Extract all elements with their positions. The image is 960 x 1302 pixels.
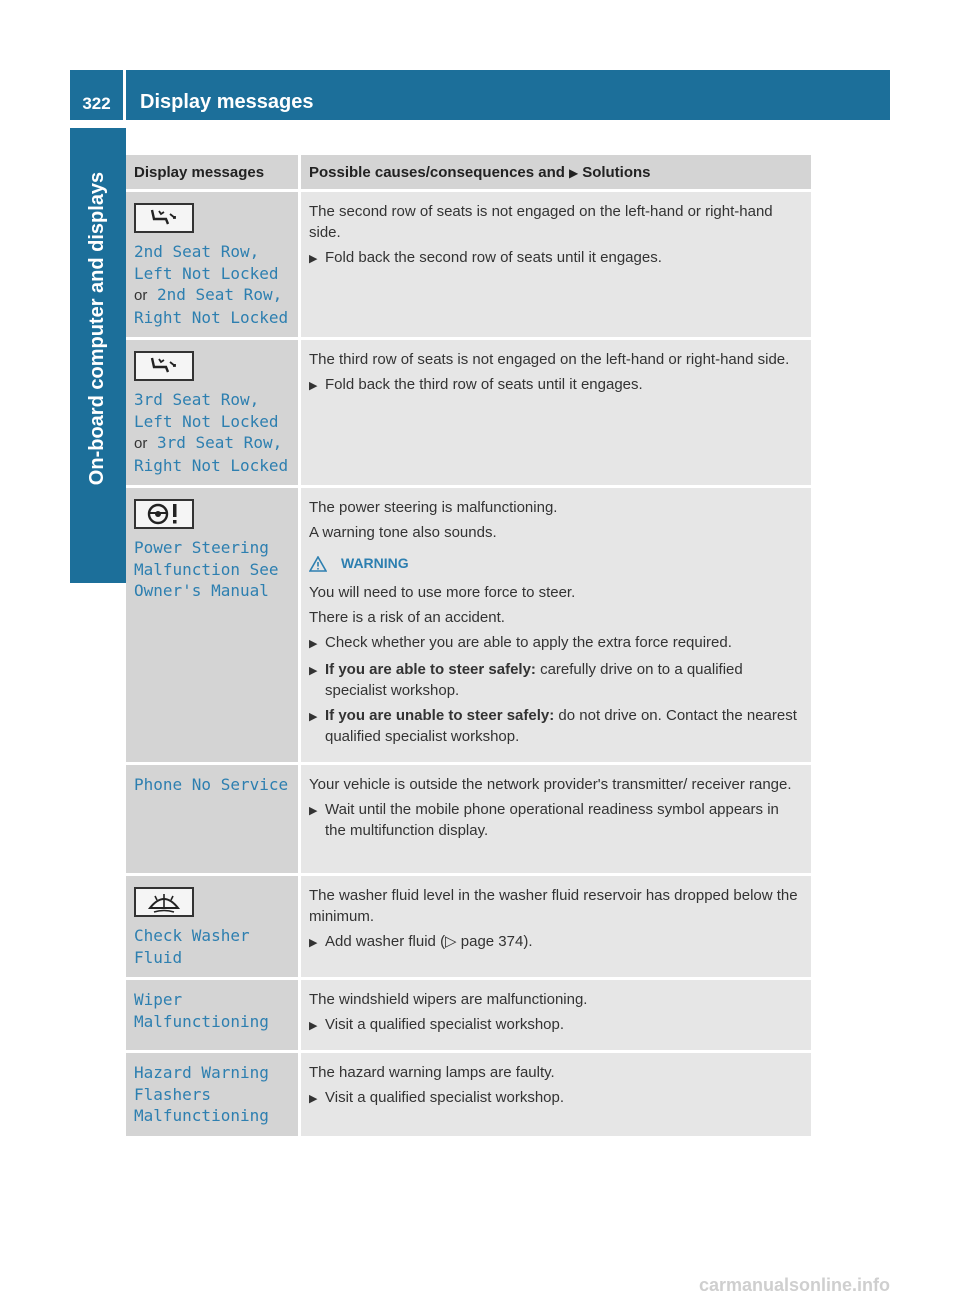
table-row <box>126 191 811 339</box>
col-header-solutions-suffix: Solutions <box>582 163 651 181</box>
solution-cell <box>300 875 812 979</box>
step-text: Visit a qualified specialist workshop. <box>325 1016 565 1033</box>
step-arrow-icon: ▶ <box>309 937 318 949</box>
solution-cell <box>300 339 812 487</box>
step-condition: If you are unable to steer safely: <box>325 707 555 724</box>
step-text: do not drive on. Contact the nearest qualified specialist workshop. <box>325 707 797 745</box>
table-row <box>126 339 811 487</box>
cause-text: The power steering is malfunctioning. <box>309 499 558 516</box>
solution-step <box>309 1087 803 1110</box>
page-title: Display messages <box>140 91 314 113</box>
step-arrow-icon: ▶ <box>309 665 318 677</box>
cause-text: The second row of seats is not engaged on the left-hand or right-hand side. <box>309 203 773 241</box>
section-title: On-board computer and displays <box>86 171 109 485</box>
step-text: Fold back the second row of seats until it engages. <box>325 249 662 266</box>
washer-fluid-icon <box>134 887 194 917</box>
step-arrow-icon: ▶ <box>309 380 318 392</box>
message-cell <box>126 191 300 339</box>
solution-step <box>309 799 803 841</box>
message-cell <box>126 764 300 875</box>
table-row <box>126 979 811 1052</box>
step-text: Add washer fluid (▷ page 374). <box>325 933 533 950</box>
message-cell <box>126 339 300 487</box>
col-header-messages: Display messages <box>126 155 300 191</box>
col-header-solutions <box>300 155 812 191</box>
step-text: carefully drive on to a qualified specialist workshop. <box>325 661 743 699</box>
footer-watermark: carmanualsonline.info <box>698 1275 890 1295</box>
display-message-left: 2nd Seat Row, Left Not Locked <box>134 242 279 283</box>
or-label: or <box>134 287 148 304</box>
display-message: Phone No Service <box>134 775 289 794</box>
solution-cell <box>300 191 812 339</box>
section-title-wrap <box>70 128 126 528</box>
display-messages-table <box>126 155 811 1139</box>
table-row <box>126 764 811 875</box>
table-header-row <box>126 155 811 191</box>
cause-text: Your vehicle is outside the network provider's transmitter/ receiver range. <box>309 776 792 793</box>
solution-cell <box>300 764 812 875</box>
step-arrow-icon: ▶ <box>309 253 318 265</box>
solution-cell <box>300 487 812 764</box>
message-cell <box>126 487 300 764</box>
step-arrow-icon: ▶ <box>309 1093 318 1105</box>
table-row <box>126 487 811 764</box>
display-message: Hazard Warning Flashers Malfunctioning <box>134 1063 269 1125</box>
cause-text: The washer fluid level in the washer fluid reservoir has dropped below the minimum. <box>309 887 798 925</box>
display-message: Wiper Malfunctioning <box>134 990 269 1031</box>
seat-icon <box>134 203 194 233</box>
step-arrow-icon: ▶ <box>309 711 318 723</box>
step-arrow-icon: ▶ <box>309 1020 318 1032</box>
step-arrow-icon: ▶ <box>309 805 318 817</box>
cause-text: The windshield wipers are malfunctioning. <box>309 991 588 1008</box>
step-arrow-icon: ▶ <box>309 638 318 650</box>
warning-text: You will need to use more force to steer. <box>309 584 576 601</box>
step-text: Visit a qualified specialist workshop. <box>325 1089 565 1106</box>
cause-text: The hazard warning lamps are faulty. <box>309 1064 555 1081</box>
solution-step <box>309 705 803 747</box>
display-message-right: 3rd Seat Row, Right Not Locked <box>134 433 289 475</box>
solution-step <box>309 247 803 270</box>
message-cell <box>126 875 300 979</box>
solution-step <box>309 632 803 655</box>
page-header <box>70 70 890 120</box>
step-condition: If you are able to steer safely: <box>325 661 536 678</box>
solution-step <box>309 659 803 701</box>
steering-warning-icon <box>134 499 194 529</box>
cause-text: A warning tone also sounds. <box>309 524 497 541</box>
warning-note <box>309 553 803 574</box>
solution-step <box>309 374 803 397</box>
warning-triangle-icon <box>309 556 327 572</box>
cause-text: The third row of seats is not engaged on the left-hand or right-hand side. <box>309 351 790 368</box>
seat-icon <box>134 351 194 381</box>
solution-step <box>309 1014 803 1037</box>
message-cell <box>126 1052 300 1138</box>
table-row <box>126 1052 811 1138</box>
table-row <box>126 875 811 979</box>
or-label: or <box>134 435 148 452</box>
display-message-left: 3rd Seat Row, Left Not Locked <box>134 390 279 431</box>
display-message: Power Steering Malfunction See Owner's Manual <box>134 538 279 600</box>
message-cell <box>126 979 300 1052</box>
play-arrow-icon: ▶ <box>568 165 579 180</box>
step-text: Wait until the mobile phone operational readiness symbol appears in the multifunction display. <box>325 801 779 839</box>
warning-label: WARNING <box>341 555 409 571</box>
col-header-solutions-prefix: Possible causes/consequences and <box>309 163 565 181</box>
warning-text: There is a risk of an accident. <box>309 609 505 626</box>
step-text: Check whether you are able to apply the extra force required. <box>325 634 732 651</box>
solution-cell <box>300 1052 812 1138</box>
solution-cell <box>300 979 812 1052</box>
display-message: Check Washer Fluid <box>134 926 250 967</box>
display-message-right: 2nd Seat Row, Right Not Locked <box>134 285 289 327</box>
page-number: 322 <box>70 70 126 120</box>
solution-step <box>309 931 803 954</box>
step-text: Fold back the third row of seats until it engages. <box>325 376 643 393</box>
